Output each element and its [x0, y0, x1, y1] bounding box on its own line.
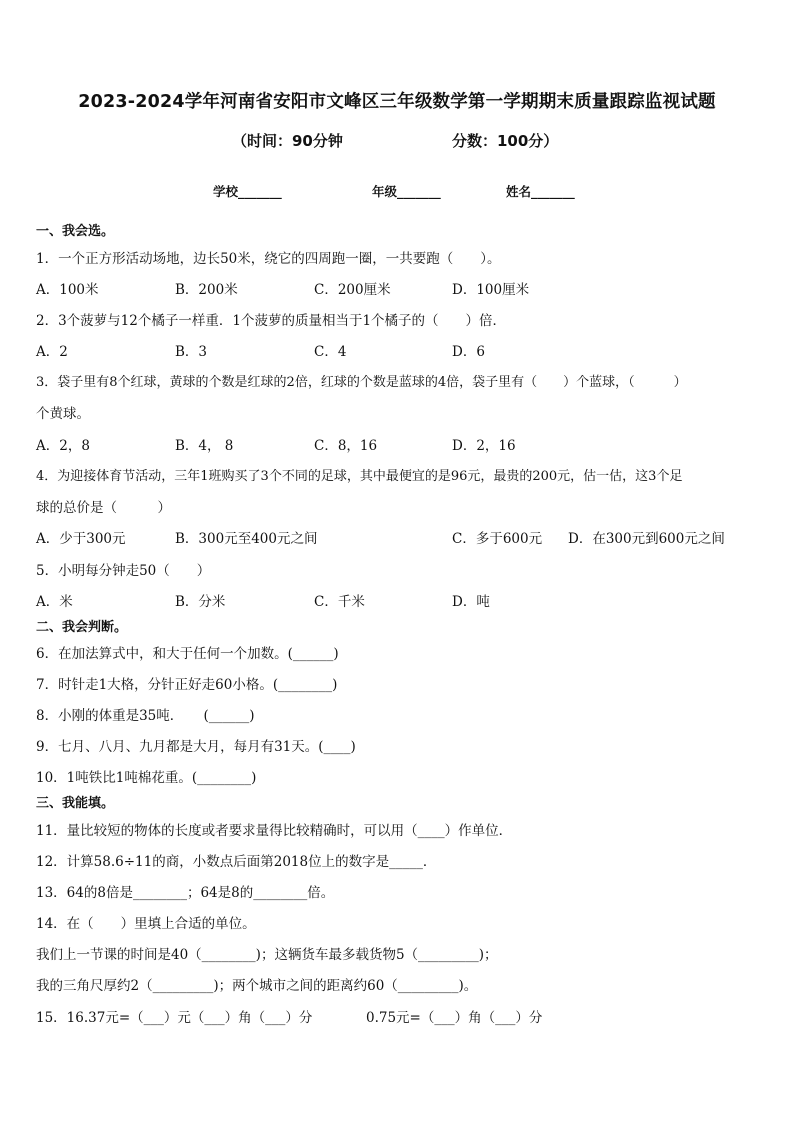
q4-option-d[interactable]: D．在300元到600元之间	[568, 531, 725, 547]
question-3-line-2: 个黄球。	[36, 406, 90, 422]
question-4-line-2: 球的总价是（ ）	[36, 500, 171, 516]
question-5: 5．小明每分钟走50（ ）	[36, 563, 211, 579]
q3-option-a[interactable]: A．2，8	[36, 438, 90, 454]
q3-option-c[interactable]: C．8，16	[314, 438, 378, 454]
question-14: 14．在（ ）里填上合适的单位。	[36, 916, 256, 932]
question-10: 10．1吨铁比1吨棉花重。(________)	[36, 770, 257, 786]
q5-option-a[interactable]: A．米	[36, 594, 73, 610]
exam-title: 2023-2024学年河南省安阳市文峰区三年级数学第一学期期末质量跟踪监视试题	[78, 92, 716, 112]
question-9: 9．七月、八月、九月都是大月，每月有31天。(____)	[36, 739, 356, 755]
question-11: 11．量比较短的物体的长度或者要求量得比较精确时，可以用（____）作单位．	[36, 823, 513, 839]
question-13: 13．64的8倍是________；64是8的________倍。	[36, 885, 335, 901]
section-heading-judge: 二、我会判断。	[36, 620, 128, 635]
exam-score: 分数：100分）	[452, 132, 559, 150]
q1-option-d[interactable]: D．100厘米	[452, 282, 530, 298]
q2-option-b[interactable]: B．3	[175, 344, 208, 360]
q1-option-c[interactable]: C．200厘米	[314, 282, 391, 298]
q3-option-d[interactable]: D．2，16	[452, 438, 516, 454]
section-heading-choice: 一、我会选。	[36, 224, 115, 239]
q5-option-d[interactable]: D．吨	[452, 594, 490, 610]
question-12: 12．计算58.6÷11的商，小数点后面第2018位上的数字是_____．	[36, 854, 437, 870]
question-6: 6．在加法算式中，和大于任何一个加数。(______)	[36, 646, 339, 662]
q2-option-a[interactable]: A．2	[36, 344, 68, 360]
q2-option-d[interactable]: D．6	[452, 344, 485, 360]
grade-field[interactable]: 年级_______	[372, 184, 441, 199]
question-15-part-b: 0.75元=（___）角（___）分	[366, 1010, 543, 1026]
q5-option-c[interactable]: C．千米	[314, 594, 365, 610]
question-8: 8．小刚的体重是35吨． (______)	[36, 708, 255, 724]
q2-option-c[interactable]: C．4	[314, 344, 347, 360]
question-3-line-1: 3．袋子里有8个红球，黄球的个数是红球的2倍，红球的个数是蓝球的4倍，袋子里有（ ）个蓝球，（ ）	[36, 375, 687, 390]
question-4-line-1: 4．为迎接体育节活动，三年1班购买了3个不同的足球，其中最便宜的是96元，最贵的200元，估一估，这3个足	[36, 469, 683, 484]
q4-option-a[interactable]: A．少于300元	[36, 531, 126, 547]
question-7: 7．时针走1大格，分针正好走60小格。(________)	[36, 677, 338, 693]
question-1: 1．一个正方形活动场地，边长50米，绕它的四周跑一圈，一共要跑（ ）。	[36, 251, 501, 267]
q3-option-b[interactable]: B．4， 8	[175, 438, 234, 454]
question-15-part-a: 15．16.37元=（___）元（___）角（___）分	[36, 1010, 313, 1026]
exam-time: （时间：90分钟	[232, 132, 343, 150]
question-14-part-b: 我的三角尺厚约2（_________)；两个城市之间的距离约60（_________)。	[36, 978, 478, 994]
q4-option-c[interactable]: C．多于600元	[452, 531, 543, 547]
name-field[interactable]: 姓名_______	[506, 184, 575, 199]
section-heading-fill: 三、我能填。	[36, 796, 115, 811]
q1-option-a[interactable]: A．100米	[36, 282, 99, 298]
q1-option-b[interactable]: B．200米	[175, 282, 238, 298]
q5-option-b[interactable]: B．分米	[175, 594, 226, 610]
question-14-part-a: 我们上一节课的时间是40（________)；这辆货车最多载货物5（_________)；	[36, 947, 498, 963]
school-field[interactable]: 学校_______	[213, 184, 282, 199]
question-2: 2．3个菠萝与12个橘子一样重．1个菠萝的质量相当于1个橘子的（ ）倍．	[36, 313, 507, 329]
q4-option-b[interactable]: B．300元至400元之间	[175, 531, 318, 547]
